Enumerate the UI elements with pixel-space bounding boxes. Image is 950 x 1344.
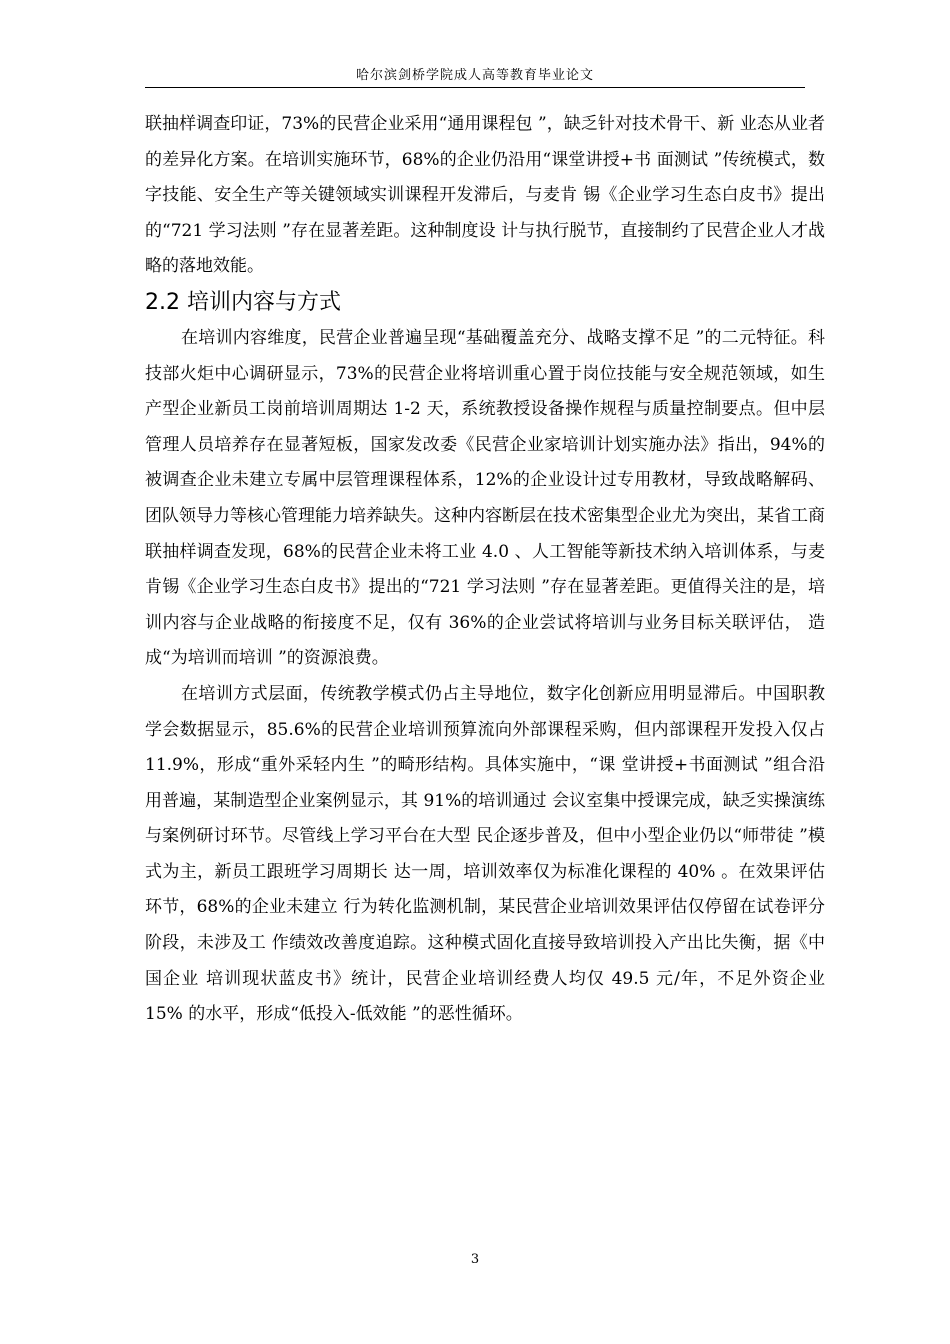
paragraph-training-content: 在培训内容维度，民营企业普遍呈现“基础覆盖充分、战略支撑不足 ”的二元特征。科技部火炬中心调研显示，73%的民营企业将培训重心置于岗位技能与安全规范领域，如生产型企业新员工岗前培训周期达 1-2 天，系统教授设备操作规程与质量控制要点。但中层管理人员培养存在显著短板，国家发改委《民营企业家培训计划实施办法》指出，94%的被调查企业未建立专属中层管理课程体系，12%的企业设计过专用教材，导致战略解码、团队领导力等核心管理能力培养缺失。这种内容断层在技术密集型企业尤为突出，某省工商联抽样调查发现，68%的民营企业未将工业 4.0 、人工智能等新技术纳入培训体系，与麦肯锡《企业学习生态白皮书》提出的“721 学习法则 ”存在显著差距。更值得关注的是，培训内容与企业战略的衔接度不足，仅有 36%的企业尝试将培训与业务目标关联评估， 造成“为培训而培训 ”的资源浪费。	[145, 327, 825, 669]
paragraph-training-methods: 在培训方式层面，传统教学模式仍占主导地位，数字化创新应用明显滞后。中国职教学会数据显示，85.6%的民营企业培训预算流向外部课程采购，但内部课程开发投入仅占 11.9%，形成“重外采轻内生 ”的畸形结构。具体实施中，“课 堂讲授+书面测试 ”组合沿用普遍，某制造型企业案例显示，其 91%的培训通过 会议室集中授课完成，缺乏实操演练与案例研讨环节。尽管线上学习平台在大型 民企逐步普及，但中小型企业仍以“师带徒 ”模式为主，新员工跟班学习周期长 达一周，培训效率仅为标准化课程的 40% 。在效果评估环节，68%的企业未建立 行为转化监测机制，某民营企业培训效果评估仅停留在试卷评分阶段，未涉及工 作绩效改善度追踪。这种模式固化直接导致培训投入产出比失衡，据《中国企业 培训现状蓝皮书》统计，民营企业培训经费人均仅 49.5 元/年，不足外资企业 15% 的水平，形成“低投入-低效能 ”的恶性循环。	[145, 683, 825, 1025]
running-header: 哈尔滨剑桥学院成人高等教育毕业论文	[355, 68, 594, 83]
document-body	[145, 107, 825, 1033]
section-heading: 2.2 培训内容与方式	[145, 289, 341, 315]
header-divider	[145, 87, 805, 88]
page-number: 3	[470, 1252, 480, 1267]
continued-paragraph: 联抽样调查印证，73%的民营企业采用“通用课程包 ”，缺乏针对技术骨干、新 业态从业者的差异化方案。在培训实施环节，68%的企业仍沿用“课堂讲授+书 面测试 ”传统模式，数字技能、安全生产等关键领域实训课程开发滞后，与麦肯 锡《企业学习生态白皮书》提出的“721 学习法则 ”存在显著差距。这种制度设 计与执行脱节，直接制约了民营企业人才战略的落地效能。	[145, 114, 825, 277]
